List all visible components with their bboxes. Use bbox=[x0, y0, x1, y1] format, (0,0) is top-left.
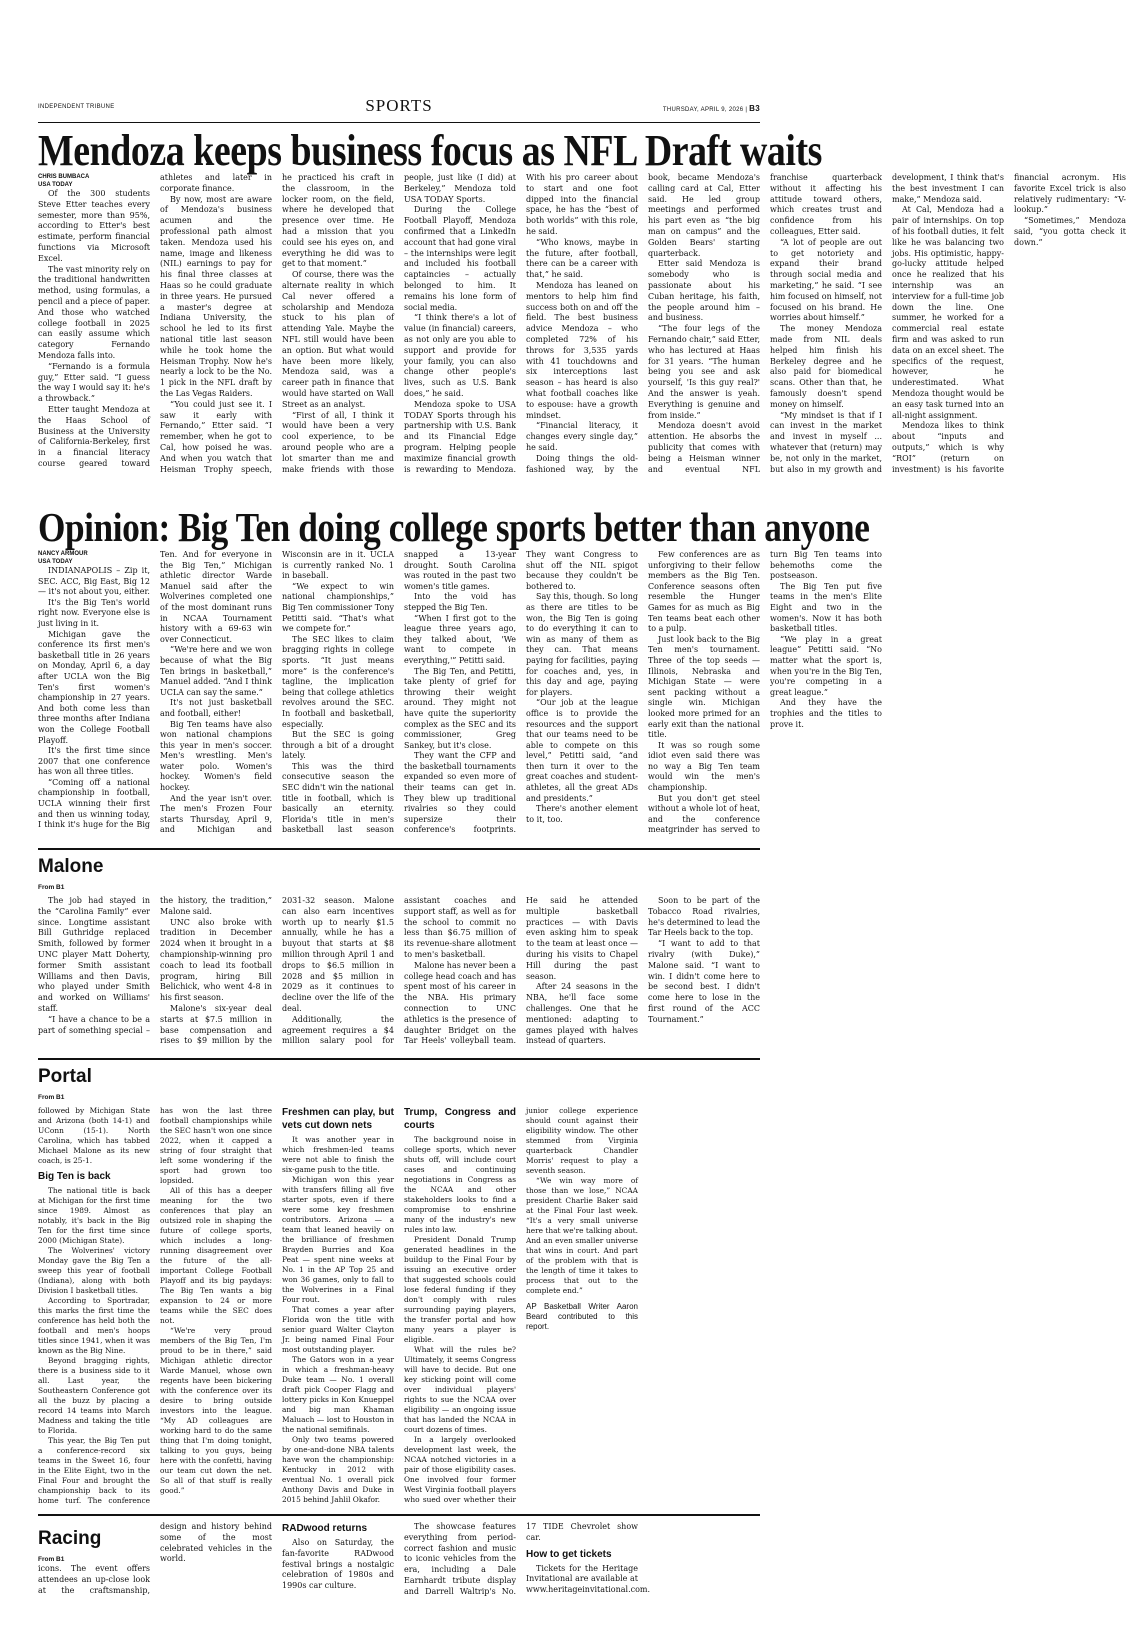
paragraph: Mendoza has leaned on mentors to help him find success both on and off the field. The best business advice Mendoza – who completed 72% of his throws for 3,535 yards with 41 touchdowns and six interceptions last season – has heard is also what football coaches like to espouse: have a growth mindset. bbox=[526, 280, 638, 420]
paragraph: The Big Ten, and Petitti, take plenty of grief for throwing their weight around. They might not have quite the superiority complex as the SEC and its commissioner, Greg Sankey, but it's close. bbox=[404, 666, 516, 750]
paragraph: All of this has a deeper meaning for the two conferences that play an outsized role in shaping the future of college sports, which includes a long-running disagreement over the future of the all-important College Football Playoff and its big paydays: The Big Ten wants a big expansion to 24 or more teams while the SEC does not. bbox=[160, 1186, 272, 1325]
paragraph: The Gators won in a year in which a freshman-heavy Duke team — No. 1 overall draft pick Cooper Flagg and lottery picks in Kon Knueppel and big man Khaman Maluach — lost to Houston in the national semifinals. bbox=[282, 1355, 394, 1434]
racing-from: From B1 bbox=[38, 1556, 65, 1563]
paragraph: “A lot of people are out to get notoriety and expand their brand through social media and marketing,” he said. “I see him focused on himself, not focused on his brand. He worries about himself.” bbox=[770, 237, 882, 323]
paragraph: What will the rules be? Ultimately, it seems Congress will have to decide. But one key sticking point will come over individual players' rights to sue the NCAA over eligibility — an ongoing issue that has landed the NCAA in court dozens of times. bbox=[404, 1345, 516, 1434]
paragraph: It was another year in which freshmen-led teams were not able to finish the six-game push to the title. bbox=[282, 1135, 394, 1174]
portal-subhead-trump: Trump, Congress and courts bbox=[404, 1107, 516, 1131]
section-name: SPORTS bbox=[365, 96, 433, 115]
paragraph: Mendoza likes to think about “inputs and outputs,” which is why “ROI” (return on investment) is his favorite financial acronym. His favorite Excel trick is also relatively rudimentary: “V-lookup.” bbox=[892, 173, 1126, 474]
portal-article bbox=[38, 1106, 760, 1506]
date-page: THURSDAY, APRIL 9, 2026 | B3 bbox=[662, 104, 760, 113]
contributor-note: AP Basketball Writer Aaron Beard contributed to this report. bbox=[526, 1302, 638, 1331]
paragraph: This year, the Big Ten put a conference-record six teams in the Sweet 16, four in the Elite Eight, two in the Final Four and brought the championship back to its home turf. The conference has won the last three football championships while the SEC hasn't won one since 2022, when it capped a string of four straight that left some wondering if the sport had grown too lopsided. bbox=[38, 1106, 272, 1505]
paragraph: “We're very proud members of the Big Ten, I'm proud to be in there,” said Michigan athletic director Warde Manuel, whose own regents have been bickering with the conference over its desire to bring outside investors into the league. “My AD colleagues are working hard to do the same thing that I'm doing tonight, talking to you guys, being here with the confetti, having our team cut down the net. So all of that stuff is really good.” bbox=[160, 1326, 272, 1495]
bigten-byline bbox=[38, 550, 150, 566]
paragraph: It's not just basketball and football, either! bbox=[160, 698, 272, 718]
paragraph: According to Sportradar, this marks the first time the conference has held both the football and men's hoops titles since 1941, when it was known as the Big Nine. bbox=[38, 1296, 150, 1355]
paragraph: The Big Ten put five teams in the men's Elite Eight and two in the women's. Now it has both basketball titles. bbox=[770, 581, 882, 634]
paragraph: Mendoza doesn't avoid attention. He absorbs the publicity that comes with being a Heisman winner and eventual NFL franchise quarterback without it affecting his attitude toward others, which creates trust and confidence from his colleagues, Etter said. bbox=[648, 173, 882, 474]
byline-org: USA TODAY bbox=[38, 559, 73, 565]
paragraph: “We're here and we won because of what the Big Ten brings in basketball,” Manuel added. “And I think UCLA can say the same.” bbox=[160, 645, 272, 697]
paragraph: And they have the trophies and the titles to prove it. bbox=[770, 698, 882, 729]
paragraph: Mendoza spoke to USA TODAY Sports through his partnership with U.S. Bank and its Financial Edge program. Helping people maximize financial growth is rewarding to Mendoza. With his pro career about to start and one foot dipped into the financial space, he has the “best of both worlds” with this role, he said. bbox=[404, 173, 638, 474]
malone-title: Malone bbox=[38, 856, 104, 877]
bigten-body bbox=[38, 550, 882, 840]
racing-rule bbox=[38, 1514, 760, 1516]
racing-title: Racing bbox=[38, 1528, 102, 1549]
racing-subhead-radwood: RADwood returns bbox=[282, 1523, 367, 1534]
paragraph: But the SEC is going through a bit of a drought lately. bbox=[282, 730, 394, 761]
paragraph: In a largely overlooked development last week, the NCAA notched victories in a pair of those eligibility cases. One involved four former West Virginia football players who sued over whether their junior college experience should count against their eligibility window. The other stemmed from Virginia quarterback Chandler Morris' request to play a seventh season. bbox=[404, 1106, 638, 1504]
portal-subhead-freshmen: Freshmen can play, but vets cut down nets bbox=[282, 1107, 394, 1131]
issue-date: THURSDAY, APRIL 9, 2026 bbox=[662, 107, 744, 113]
paragraph: “First of all, I think it would have been a very cool experience, to be around people who are a lot smarter than me and make friends with those people, just like (I did) at Berkeley,” Mendoza told USA TODAY Sports. bbox=[282, 173, 516, 474]
racing-title-space bbox=[38, 1522, 150, 1564]
paragraph: The background noise in college sports, which never shuts off, will include court cases and continuing negotiations in Congress as the NCAA and other stakeholders looks to find a compromise to enshrine many of the industry's new rules into law. bbox=[404, 1135, 516, 1234]
paragraph: Beyond bragging rights, there is a business side to it all. Last year, the Southeastern Conference got all the buzz by placing a record 14 teams into March Madness and taking the title to Florida. bbox=[38, 1356, 150, 1435]
byline-org: USA TODAY bbox=[38, 182, 73, 188]
paragraph: Just look back to the Big Ten men's tournament. Three of the top seeds — Illinois, Nebraska and Michigan State — were sent packing without a single win. Michigan looked more primed for an early exit than the national title. bbox=[648, 634, 760, 740]
portal-subhead-bigten: Big Ten is back bbox=[38, 1171, 111, 1182]
paragraph: INDIANAPOLIS – Zip it, SEC. ACC, Big East, Big 12 — it's not about you, either. bbox=[38, 566, 150, 597]
paragraph: Michigan won this year with transfers filling all five starter spots, even if there were some key freshmen contributors. Arizona — a team that leaned heavily on the brilliance of freshmen Brayden Burries and Koa Peat — spent nine weeks at No. 1 in the AP Top 25 and won 36 games, only to fall to the Wolverines in a Final Four rout. bbox=[282, 1175, 394, 1304]
paragraph: Of the 300 students Steve Etter teaches every semester, more than 95%, according to Etter's best estimate, perform financial functions via Microsoft Excel. bbox=[38, 189, 150, 263]
paragraph: “Who knows, maybe in the future, after football, there can be a career with that,” he said. bbox=[526, 237, 638, 280]
paragraph: “Our job at the league office is to provide the resources and the support that our teams need to be able to compete on this level,” Petitti said, “and then turn it over to the great coaches and student-athletes, all the great ADs and presidents.” bbox=[526, 698, 638, 803]
paragraph: Etter taught Mendoza at the Haas School of Business at the University of California-Berkeley, first in a financial literacy course geared toward athletes and later in corporate finance. bbox=[38, 173, 272, 468]
bigten-article bbox=[38, 550, 882, 840]
portal-from: From B1 bbox=[38, 1094, 65, 1101]
paragraph: Doing things the old-fashioned way, by the book, became Mendoza's calling card at Cal, Etter said. He led group meetings and performed his part even as “the big man on campus” and the Golden Bears' starting quarterback. bbox=[526, 173, 760, 474]
paragraph: Additionally, the agreement requires a $4 million salary pool for assistant coaches and support staff, as well as for the school to commit no less than $6.75 million of its revenue-share allotment to men's basketball. bbox=[282, 896, 516, 1046]
paragraph: “The four legs of the Fernando chair,” said Etter, who has lectured at Haas for 31 years. “The human being you see and ask yourself, 'Is this guy real?' And the answer is yeah. Everything is genuine and from inside.” bbox=[648, 324, 760, 420]
paragraph: Also on Saturday, the fan-favorite RADwood festival brings a nostalgic celebration of 1980s and 1990s car culture. bbox=[282, 1538, 394, 1591]
paragraph: Of course, there was the alternate reality in which Cal never offered a scholarship and Mendoza stuck to his plan of attending Yale. Maybe the NFL still would have been an option. But what would have been more likely, Mendoza said, was a career path in finance that would have started on Wall Street as an analyst. bbox=[282, 270, 394, 409]
paragraph: Malone's six-year deal starts at $7.5 million in base compensation and rises to $9 million by the 2031-32 season. Malone can also earn incentives worth up to nearly $1.5 annually, while he has a buyout that starts at $8 million through April 1 and drops to $6.5 million in 2028 and $5 million in 2029 as it continues to decline over the life of the deal. bbox=[160, 896, 394, 1046]
paragraph: “When I first got to the league three years ago, they talked about, 'We want to compete in everything,'” Petitti said. bbox=[404, 613, 516, 665]
paragraph: “We win way more of those than we lose,” NCAA president Charlie Baker said at the Final Four last week. “It's a very small universe here that we're talking about. And an even smaller universe that wins in court. And part of the problem with that is the length of time it takes to process that out to the complete end.” bbox=[526, 1176, 638, 1295]
paragraph: The Wolverines' victory Monday gave the Big Ten a sweep this year of football (Indiana), along with both Division I basketball titles. bbox=[38, 1246, 150, 1295]
paragraph: During the College Football Playoff, Mendoza confirmed that a LinkedIn account that had gone viral – the internships were legit and included his football captaincies – actually belonged to him. It remains his lone form of social media. bbox=[404, 205, 516, 312]
paragraph: Tickets for the Heritage Invitational are available at www.heritageinvitational.com. bbox=[526, 1563, 651, 1595]
portal-lead: followed by Michigan State and Arizona (both 14-1) and UConn (15-1). North Carolina, which has tabbed Michael Malone as its new coach, is 25-1. bbox=[38, 1106, 150, 1165]
paragraph: Soon to be part of the Tobacco Road rivalries, he's determined to lead the Tar Heels back to the top. bbox=[648, 896, 760, 938]
paragraph: “We play in a great league” Petitti said. “No matter what the sport is, when you're in the Big Ten, you're competing in a great league.” bbox=[770, 634, 882, 697]
paragraph: icons. The event offers attendees an up-close look at the craftsmanship, design and history behind some of the most celebrated vehicles in the world. bbox=[38, 1522, 272, 1595]
paragraph: It was so rough some idiot even said there was no way a Big Ten team would win the men's championship. bbox=[648, 740, 760, 793]
paragraph: Into the void has stepped the Big Ten. bbox=[404, 592, 516, 612]
paragraph: “My mindset is that if I can invest in the market and invest in myself ... whatever that (return) may be, not only in the market, but also in my growth and development, I think that's the best investment I can make,” Mendoza said. bbox=[770, 173, 1004, 474]
paragraph: It's the first time since 2007 that one conference has won all three titles. bbox=[38, 746, 150, 777]
paragraph: This was the third consecutive season the SEC didn't win the national title in football, which is basically an eternity. Florida's title in men's basketball last season snapped a 13-year drought. South Carolina was routed in the past two women's title games. bbox=[282, 550, 516, 835]
paragraph: “I think there's a lot of value (in financial) careers, as not only are you able to support and provide for your family, you can also change other people's lives, such as U.S. Bank does,” he said. bbox=[404, 313, 516, 398]
paragraph: It's the Big Ten's world right now. Everyone else is just living in it. bbox=[38, 597, 150, 628]
paragraph: That comes a year after Florida won the title with senior guard Walter Clayton Jr. being named Final Four most outstanding player. bbox=[282, 1305, 394, 1354]
paragraph: “Financial literacy, it changes every single day,” he said. bbox=[526, 421, 638, 452]
racing-subhead-tickets: How to get tickets bbox=[526, 1548, 612, 1560]
paragraph: There's another element to it, too. bbox=[526, 804, 638, 824]
paragraph: Say this, though. So long as there are titles to be won, the Big Ten is going to do everything it can to win as many of them as they can. That means paying for facilities, paying for coaches and, yes, in this day and age, paying for players. bbox=[526, 592, 638, 697]
paragraph: “You could just see it. I saw it early with Fernando,” Etter said. “I remember, when he got to Cal, how poised he was. And when you watch that Heisman Trophy speech, he practiced his craft in the classroom, in the locker room, on the field, where he developed that presence over time. He had a mission that you could see his eyes on, and everything he did was to get to that moment.” bbox=[160, 173, 394, 474]
paragraph: They want the CFP and the basketball tournaments expanded so even more of their teams can get in. They blew up traditional rivalries so they could supersize their conference's footprints. They want Congress to shut off the NIL spigot because they couldn't be bothered to. bbox=[404, 550, 638, 835]
paragraph: “I have a chance to be a part of something special – the history, the tradition,” Malone said. bbox=[38, 896, 272, 1035]
paragraph: “Fernando is a formula guy,” Etter said. “I guess the way I would say it: he's a throwback.” bbox=[38, 361, 150, 404]
paragraph: “Sometimes,” Mendoza said, “you gotta check it down.” bbox=[1014, 216, 1126, 247]
paragraph: UNC also broke with tradition in December 2024 when it brought in a championship-winning pro coach to lead its football program, hiring Bill Belichick, who went 4-8 in his first season. bbox=[160, 917, 272, 1003]
publication-name: INDEPENDENT TRIBUNE bbox=[38, 104, 115, 110]
paragraph: By now, most are aware of Mendoza's business acumen and the professional path almost taken. Mendoza used his name, image and likeness (NIL) earnings to pay for his final three classes at Haas so he could graduate in three years. He pursued a master's degree at Indiana University, the school he led to its first national title last season while he took home the Heisman Trophy. Now he's nearly a lock to be the No. 1 pick in the NFL draft by the Las Vegas Raiders. bbox=[160, 194, 272, 398]
paragraph: The showcase features everything from period-correct fashion and music to iconic vehicles from the era, including a Dale Earnhardt tribute display and Darrell Waltrip's No. 17 TIDE Chevrolet show car. bbox=[404, 1522, 638, 1596]
paragraph: The vast minority rely on the traditional handwritten method, using formulas, a pencil and a piece of paper. And those who watched college football in 2025 can easily assume which category Fernando Mendoza falls into. bbox=[38, 264, 150, 360]
header-rule bbox=[38, 122, 760, 123]
paragraph: Etter said Mendoza is somebody who is passionate about his Cuban heritage, his faith, the people around him – and business. bbox=[648, 259, 760, 323]
paragraph: The job had stayed in the “Carolina Family” ever since. Longtime assistant Bill Guthridge replaced Smith, followed by former UNC player Matt Doherty, former Smith assistant Williams and then Davis, who played under Smith and worked on Williams' staff. bbox=[38, 896, 150, 1013]
portal-rule bbox=[38, 1058, 760, 1060]
page-header bbox=[38, 88, 760, 128]
paragraph: The money Mendoza made from NIL deals helped him finish his Berkeley degree and he also paid for biomedical scans. Other than that, he famously doesn't spend money on himself. bbox=[770, 324, 882, 409]
portal-section-freshmen bbox=[282, 1135, 394, 1505]
paragraph: At Cal, Mendoza had a pair of internships. On top of his football duties, it felt like he was balancing two jobs. His optimistic, happy-go-lucky attitude helped once he realized that his internship was an interview for a full-time job down the line. One summer, he worked for a commercial real estate firm and was asked to run data on an excel sheet. The specifics of the request, however, he underestimated. What Mendoza thought would be an easy task turned into an all-night assignment. bbox=[892, 205, 1004, 420]
paragraph: Michigan gave the conference its first men's basketball title in 26 years on Monday, April 6, a day after UCLA won the Big Ten's first women's championship in 27 years. And both come less than three months after Indiana won the College Football Playoff. bbox=[38, 629, 150, 745]
paragraph: Big Ten teams have also won national champions this year in men's soccer. Men's wrestling. Men's water polo. Women's hockey. Women's field hockey. bbox=[160, 719, 272, 793]
byline-name: NANCY ARMOUR bbox=[38, 551, 88, 557]
paragraph: Malone has never been a college head coach and has spent most of his career in the NBA. His primary connection to UNC athletics is the presence of daughter Bridget on the Tar Heels' volleyball team. He said he attended multiple basketball practices — with Davis even asking him to speak to the team at least once — during his visits to Chapel Hill during the past season. bbox=[404, 896, 638, 1046]
portal-section-bigten bbox=[38, 1106, 272, 1506]
paragraph: Few conferences are as unforgiving to their fellow members as the Big Ten. Conference seasons often resemble the Hunger Games for as much as Big Ten teams beat each other to a pulp. bbox=[648, 550, 760, 634]
bigten-headline: Opinion: Big Ten doing college sports better than anyone bbox=[38, 504, 870, 550]
racing-article bbox=[38, 1522, 760, 1598]
paragraph: After 24 seasons in the NBA, he'll face some challenges. One that he mentioned: adapting to games played with halves instead of quarters. bbox=[526, 982, 638, 1046]
racing-body bbox=[38, 1522, 760, 1598]
malone-rule bbox=[38, 848, 760, 850]
malone-article bbox=[38, 896, 760, 1052]
paragraph: “Coming off a national championship in football, UCLA winning their first and then us winning today, I think it's huge for the Big Ten. And for everyone in the Big Ten,” Michigan athletic director Warde Manuel said after the Wolverines completed one of the most dominant runs in NCAA Tournament history with a 69-63 win over Connecticut. bbox=[38, 550, 272, 830]
mendoza-article bbox=[38, 173, 1126, 485]
malone-from: From B1 bbox=[38, 884, 65, 891]
page-number: B3 bbox=[749, 104, 760, 113]
paragraph: Only two teams powered by one-and-done NBA talents have won the championship: Kentucky in 2012 with eventual No. 1 overall pick Anthony Davis and Duke in 2015 behind Jahlil Okafor. bbox=[282, 1435, 394, 1504]
paragraph: The national title is back at Michigan for the first time since 1989. Almost as notably, it's back in the Big Ten for the first time since 2000 (Michigan State). bbox=[38, 1186, 150, 1245]
paragraph: “I want to add to that rivalry (with Duke),” Malone said. “I want to win. I didn't come here to be second best. I didn't come here to lose in the first round of the ACC Tournament.” bbox=[648, 939, 760, 1024]
paragraph: And the year isn't over. The men's Frozen Four starts Thursday, April 9, and Michigan and Wisconsin are in it. UCLA is currently ranked No. 1 in baseball. bbox=[160, 550, 394, 835]
malone-body bbox=[38, 896, 760, 1052]
paragraph: “We expect to win national championships,” Big Ten commissioner Tony Petitti said. “That's what we compete for.” bbox=[282, 581, 394, 634]
mendoza-byline bbox=[38, 173, 150, 189]
mendoza-headline: Mendoza keeps business focus as NFL Draft waits bbox=[38, 126, 822, 175]
paragraph: President Donald Trump generated headlines in the buildup to the Final Four by issuing an executive order that suggested schools could lose federal funding if they don't comply with rules surrounding paying players, the transfer portal and how many years a player is eligible. bbox=[404, 1235, 516, 1344]
portal-title: Portal bbox=[38, 1066, 92, 1087]
portal-body bbox=[38, 1106, 760, 1506]
byline-name: CHRIS BUMBACA bbox=[38, 174, 90, 180]
paragraph: But you don't get steel without a whole lot of heat, and the conference meatgrinder has served to turn Big Ten teams into behemoths come the postseason. bbox=[648, 550, 882, 835]
paragraph: The SEC likes to claim bragging rights in college sports. “It just means more” is the conference's tagline, the implication being that college athletics revolves around the SEC. In football and basketball, especially. bbox=[282, 634, 394, 729]
mendoza-body bbox=[38, 173, 1126, 485]
racing-section-tickets bbox=[526, 1563, 651, 1596]
